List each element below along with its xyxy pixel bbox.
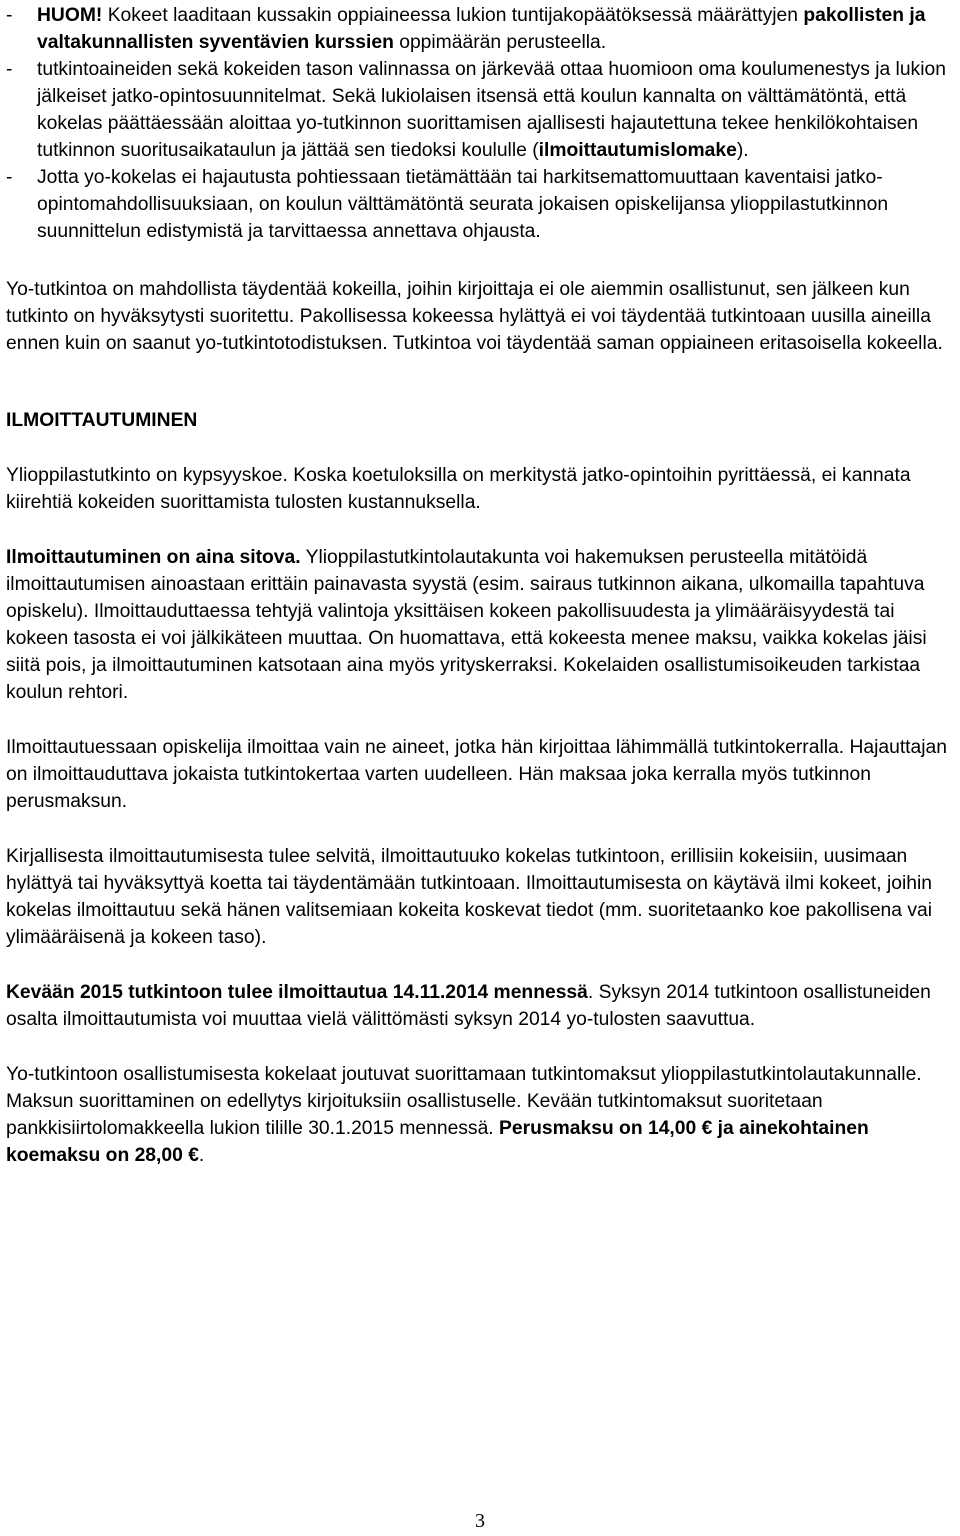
subject-choice-text-1: tutkintoaineiden sekä kokeiden tason valinnassa on järkevää ottaa huomioon oma koulumenestys ja lukion jälkeiset jatko-opintosuunnitelmat. Sekä lukiolaisen itsensä että koulun kannalta on välttämätöntä, että kokelas päättäessään aloittaa yo-tutkinnon suorittamisen ajallisesti hajautettuna tekee henkilökohtaisen tutkinnon suoritusaikataulun ja jättää sen tiedoksi koululle ( xyxy=(37,59,946,161)
section-heading: ILMOITTAUTUMINEN xyxy=(6,410,198,431)
deadline-text: . Syksyn 2014 tutkintoon osallistuneiden osalta ilmoittautumista voi muuttaa vielä välittömästi syksyn 2014 yo-tulosten saavuttua. xyxy=(6,982,931,1030)
paragraph-fees xyxy=(6,1061,956,1169)
paragraph-binding xyxy=(6,544,956,706)
bullet-item-subject-choice xyxy=(6,56,956,164)
fees-text: Yo-tutkintoon osallistumisesta kokelaat joutuvat suorittamaan tutkintomaksut ylioppilastutkintolautakunnalle. Maksun suorittaminen on edellytys kirjoituksiin osallistuselle. Kevään tutkintomaksut suoritetaan pankkisiirtolomakkeella lukion tilille 30.1.2015 mennessä. xyxy=(6,1064,922,1139)
bullet-item-guidance xyxy=(6,164,956,245)
deadline-bold-lead: Kevään 2015 tutkintoon tulee ilmoittautua 14.11.2014 mennessä xyxy=(6,982,588,1003)
registration-form-term: ilmoittautumislomake xyxy=(538,140,737,161)
paragraph-subjects: Ilmoittautuessaan opiskelija ilmoittaa vain ne aineet, jotka hän kirjoittaa lähimmällä tutkintokerralla. Hajauttajan on ilmoittauduttava jokaista tutkintokertaa varten uudelleen. Hän maksaa joka kerralla myös tutkinnon perusmaksun. xyxy=(6,737,947,812)
bullet-dash: - xyxy=(6,59,13,80)
fees-bold-amounts: Perusmaksu on 14,00 € ja ainekohtainen koemaksu on 28,00 € xyxy=(6,1118,869,1166)
bullet-item-note xyxy=(6,2,956,56)
bullet-dash: - xyxy=(6,5,13,26)
document-body xyxy=(6,2,956,1169)
binding-text: Ylioppilastutkintolautakunta voi hakemuksen perusteella mitätöidä ilmoittautumisen ainoastaan erittäin painavasta syystä (esim. sairaus tutkinnon aikana, ulkomailla tapahtuva opiskelu). Ilmoittauduttaessa tehtyjä valintoja yksittäisen kokeen pakollisuudesta ja ylimääräisyydestä tai kokeen tasosta ei voi jälkikäteen muuttaa. On huomattava, että kokeesta menee maksu, vaikka kokelas jäisi siitä pois, ja ilmoittautuminen katsotaan aina myös yrityskerraksi. Kokelaiden osallistumisoikeuden tarkistaa koulun rehtori. xyxy=(6,547,927,703)
paragraph-deadline xyxy=(6,979,956,1033)
subject-choice-text-2: ). xyxy=(736,140,749,161)
guidance-text: Jotta yo-kokelas ei hajautusta pohtiessaan tietämättään tai harkitsemattomuuttaan kaventaisi jatko-opintomahdollisuuksiaan, on koulun välttämätöntä seurata jokaisen opiskelijansa ylioppilastutkinnon suunnittelun edistymistä ja tarvittaessa annettava ohjausta. xyxy=(37,167,889,242)
page-number: 3 xyxy=(475,1510,485,1532)
note-text-1: Kokeet laaditaan kussakin oppiaineessa lukion tuntijakopäätöksessä määrättyjen xyxy=(102,5,804,26)
binding-bold-lead: Ilmoittautuminen on aina sitova. xyxy=(6,547,301,568)
fees-end: . xyxy=(198,1145,205,1166)
paragraph-maturity: Ylioppilastutkinto on kypsyyskoe. Koska koetuloksilla on merkitystä jatko-opintoihin pyrittäessä, ei kannata kiirehtiä kokeiden suorittamista tulosten kustannuksella. xyxy=(6,465,911,513)
paragraph-supplement: Yo-tutkintoa on mahdollista täydentää kokeilla, joihin kirjoittaja ei ole aiemmin osallistunut, sen jälkeen kun tutkinto on hyväksytysti suoritettu. Pakollisessa kokeessa hylättyä ei voi täydentää tutkintoaan uusilla aineilla ennen kuin on saanut yo-tutkintotodistuksen. Tutkintoa voi täydentää saman oppiaineen eritasoisella kokeella. xyxy=(6,279,943,354)
bullet-dash: - xyxy=(6,167,13,188)
note-bold-courses: pakollisten ja valtakunnallisten syventävien kurssien xyxy=(37,5,926,53)
note-text-2: oppimäärän perusteella. xyxy=(393,32,607,53)
note-bold-lead: HUOM! xyxy=(37,5,103,26)
paragraph-written: Kirjallisesta ilmoittautumisesta tulee selvitä, ilmoittautuuko kokelas tutkintoon, erillisiin kokeisiin, uusimaan hylättyä tai hyväksyttyä koetta tai täydentämään tutkintoaan. Ilmoittautumisesta on käytävä ilmi kokeet, joihin kokelas ilmoittautuu sekä hänen valitsemiaan kokeita koskevat tiedot (mm. suoritetaanko koe pakollisena vai ylimääräisenä ja kokeen taso). xyxy=(6,846,932,948)
